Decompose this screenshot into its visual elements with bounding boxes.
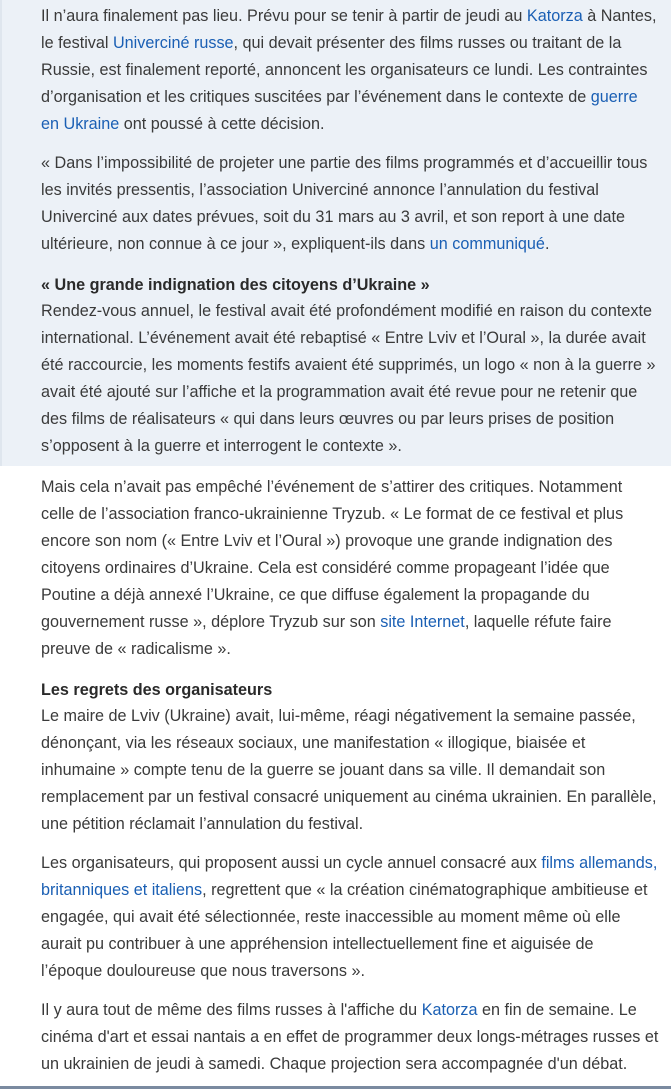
paragraph-quote-annulation-text: « Dans l’impossibilité de projeter une partie des films programmés et d’accueillir tous les invités pressentis, l’association Univerciné annonce l’annulation du festival Univerciné aux dates prévues, soit du 31 mars au 3 avril, et son report à une date ultérieure, non connue à ce jour », expliquent-ils dans un communiqué. (41, 154, 648, 253)
paragraph-festival-modifie-text: Rendez-vous annuel, le festival avait été profondément modifié en raison du contexte international. L’événement avait été rebaptisé « Entre Lviv et l’Oural », la durée avait été raccourcie, les moments festifs avaient été supprimés, un logo « non à la guerre » avait été ajouté sur l’affiche et la programmation avait été revue pour ne retenir que des films de réalisateurs « qui dans leurs œuvres ou par leurs prises de position s’opposent à la guerre et interrogent le contexte ». (41, 302, 656, 455)
link-katorza-2[interactable]: Katorza (421, 1001, 478, 1019)
heading-regrets: Les regrets des organisateurs (41, 681, 273, 699)
paragraph-quote-annulation (41, 150, 659, 258)
link-univercine-russe[interactable]: Univerciné russe (112, 34, 234, 52)
link-katorza[interactable]: Katorza (526, 7, 583, 25)
paragraph-films-russes-katorza-text: Il y aura tout de même des films russes à l'affiche du Katorza en fin de semaine. Le cinéma d'art et essai nantais a en effet de programmer deux longs-métrages russes et un ukrainien de jeudi à samedi. Chaque projection sera accompagnée d'un débat. (41, 1001, 659, 1073)
link-communique[interactable]: un communiqué (429, 235, 545, 253)
paragraph-intro (41, 3, 659, 138)
paragraph-maire-lviv-text: Le maire de Lviv (Ukraine) avait, lui-même, réagi négativement la semaine passée, dénonçant, via les réseaux sociaux, une manifestation « illogique, biaisée et inhumaine » compte tenu de la guerre se jouant dans sa ville. Il demandait son remplacement par un festival consacré uniquement au cinéma ukrainien. En parallèle, une pétition réclamait l’annulation du festival. (41, 707, 657, 833)
paragraph-festival-modifie (41, 298, 659, 460)
paragraph-critiques-tryzub (41, 474, 659, 663)
paragraph-organisateurs (41, 850, 659, 985)
heading-indignation: « Une grande indignation des citoyens d’Ukraine » (41, 276, 430, 294)
paragraph-maire-lviv (41, 703, 659, 838)
section-edge (0, 0, 2, 466)
paragraph-critiques-tryzub-text: Mais cela n’avait pas empêché l’événement de s’attirer des critiques. Notamment celle de l’association franco-ukrainienne Tryzub. « Le format de ce festival et plus encore son nom (« Entre Lviv et l’Oural ») provoque une grande indignation des citoyens ordinaires d’Ukraine. Cela est considéré comme propageant l’idée que Poutine a déjà annexé l’Ukraine, ce que diffuse également la propagande du gouvernement russe », déplore Tryzub sur son site Internet, laquelle réfute faire preuve de « radicalisme ». (41, 478, 624, 658)
paragraph-organisateurs-text: Les organisateurs, qui proposent aussi un cycle annuel consacré aux films allemands, britanniques et italiens, regrettent que « la création cinématographique ambitieuse et engagée, qui avait été sélectionnée, reste inaccessible au moment même où elle aurait pu contribuer à une appréhension intellectuellement fine et aiguisée de l’époque douloureuse que nous traversons ». (41, 854, 658, 980)
link-site-internet[interactable]: site Internet (380, 613, 465, 631)
link-guerre-en-ukraine[interactable]: guerre en Ukraine (41, 88, 638, 133)
paragraph-films-russes-katorza (41, 997, 659, 1078)
link-films-allemands-britanniques-italiens[interactable]: films allemands, britanniques et italiens (41, 854, 658, 899)
paragraph-intro-text: Il n’aura finalement pas lieu. Prévu pour se tenir à partir de jeudi au Katorza à Nantes, le festival Univerciné russe, qui devait présenter des films russes ou traitant de la Russie, est finalement reporté, annoncent les organisateurs ce lundi. Les contraintes d’organisation et les critiques suscitées par l’événement dans le contexte de guerre en Ukraine ont poussé à cette décision. (41, 7, 657, 133)
